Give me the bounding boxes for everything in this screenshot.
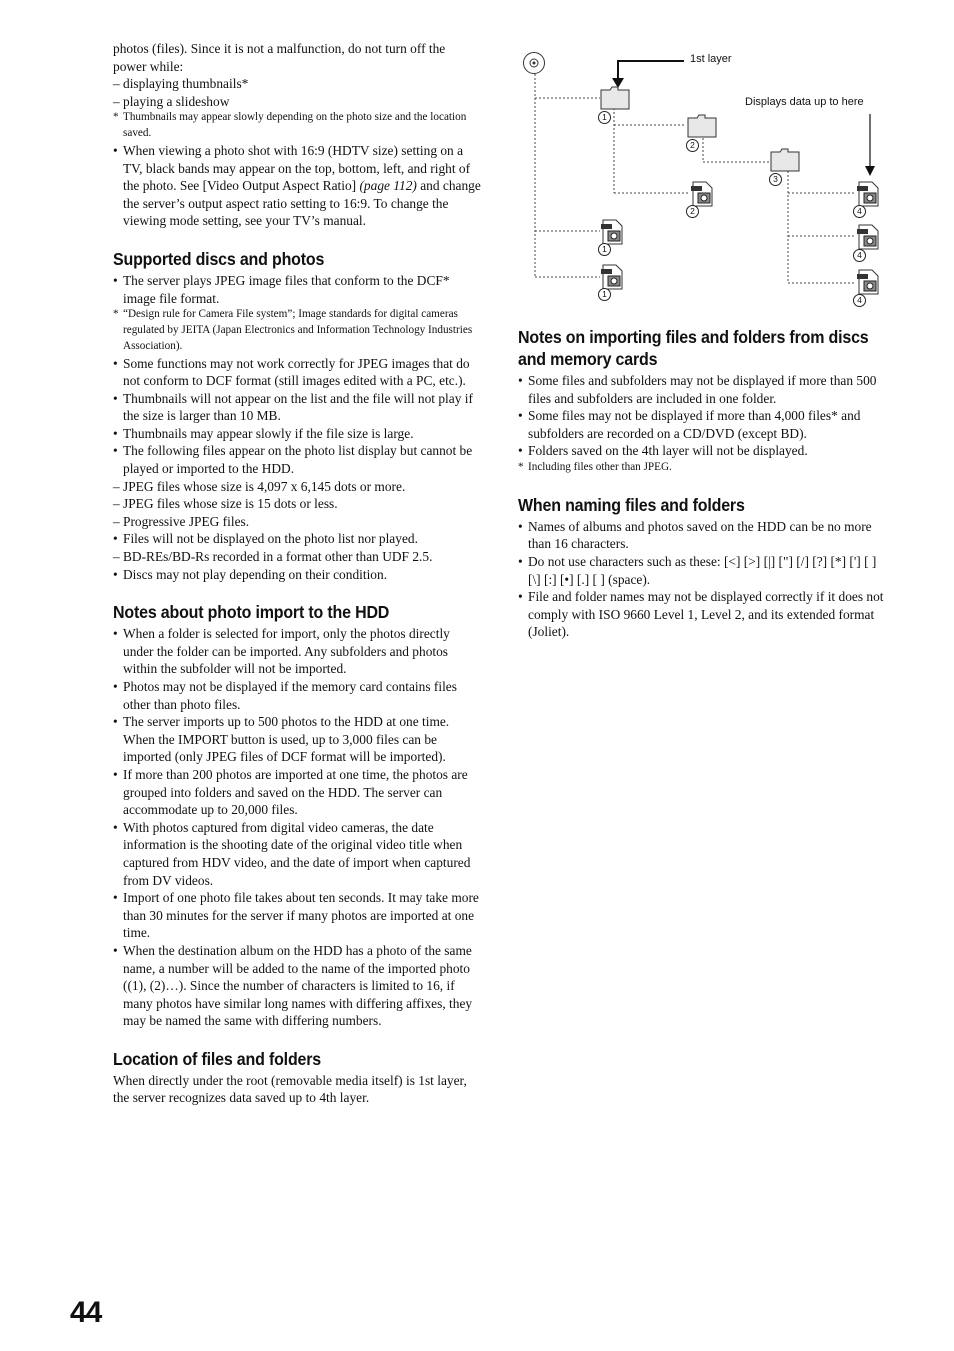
folder-icon xyxy=(687,114,717,138)
list-item-bullet: • Some functions may not work correctly for JPEG images that do not conform to DCF format (still images edited with a PC, etc.). xyxy=(113,355,481,390)
list-item-dash: – BD-REs/BD-Rs recorded in a format other than UDF 2.5. xyxy=(113,548,481,566)
list-item-bullet: • When the destination album on the HDD has a photo of the same name, a number will be added to the name of the imported photo ((1), (2)…). Since the number of characters is limited to 16, if many photos have similar long names with differing affixes, they may be named the same with differing numbers. xyxy=(113,942,481,1030)
list-item-bullet: • Files will not be displayed on the photo list nor played. xyxy=(113,530,481,548)
intro-dash-2: – playing a slideshow xyxy=(113,93,481,111)
intro-line-0: photos (files). Since it is not a malfunction, do not turn off the power while: xyxy=(113,41,446,74)
intro-bullet-aspect xyxy=(113,142,481,230)
page-reference-link[interactable]: (page 112) xyxy=(359,178,417,194)
list-item-bullet: • Photos may not be displayed if the memory card contains files other than photo files. xyxy=(113,678,481,713)
layer-number-2: 2 xyxy=(686,205,699,218)
list-item-bullet: • Names of albums and photos saved on the HDD can be no more than 16 characters. xyxy=(518,518,886,553)
list-item-dash: – Progressive JPEG files. xyxy=(113,513,481,531)
list-item-bullet: • The server plays JPEG image files that conform to the DCF* image file format. xyxy=(113,272,481,307)
list-item-bullet: • The following files appear on the photo list display but cannot be played or imported to the HDD. xyxy=(113,442,481,477)
importing-notes-heading: Notes on importing files and folders from discs and memory cards xyxy=(518,327,869,369)
list-item-bullet: • Import of one photo file takes about ten seconds. It may take more than 30 minutes for the server if many photos are imported at one time. xyxy=(113,889,481,942)
layer-number-3: 3 xyxy=(769,173,782,186)
folder-icon xyxy=(770,148,800,172)
list-item-bullet: • Some files may not be displayed if more than 4,000 files* and subfolders are recorded on a CD/DVD (except BD). xyxy=(518,407,886,442)
jpeg-file-icon xyxy=(856,269,880,295)
list-item-note: * Including files other than JPEG. xyxy=(518,460,886,476)
jpeg-file-icon xyxy=(600,264,624,290)
layer-number-4: 4 xyxy=(853,294,866,307)
list-item-bullet: • Thumbnails will not appear on the list and the file will not play if the size is larger than 10 MB. xyxy=(113,390,481,425)
intro-bullet-text-2: and change the server’s output aspect ratio setting to 16:9. To change the viewing mode setting, see your TV’s manual. xyxy=(123,178,481,229)
importing-notes-list xyxy=(518,372,886,476)
list-item-note: * “Design rule for Camera File system”; Image standards for digital cameras regulated by JEITA (Japan Electronics and Information Technology Industries Association). xyxy=(113,307,481,354)
location-text: When directly under the root (removable media itself) is 1st layer, the server recognizes data saved up to 4th layer. xyxy=(113,1072,467,1106)
list-item-bullet: • The server imports up to 500 photos to the HDD at one time. When the IMPORT button is used, up to 3,000 files can be imported (only JPEG files of DCF format will be imported). xyxy=(113,713,481,766)
layer-number-2: 2 xyxy=(686,139,699,152)
list-item-bullet: • Some files and subfolders may not be displayed if more than 500 files and subfolders are included in one folder. xyxy=(518,372,886,407)
layer-number-1: 1 xyxy=(598,111,611,124)
list-item-bullet: • When a folder is selected for import, only the photos directly under the folder can be imported. Any subfolders and photos within the subfolder will not be imported. xyxy=(113,625,481,678)
jpeg-file-icon xyxy=(856,224,880,250)
folder-layer-diagram xyxy=(518,46,890,316)
photo-import-heading: Notes about photo import to the HDD xyxy=(113,602,390,623)
location-heading: Location of files and folders xyxy=(113,1048,322,1069)
naming-list xyxy=(518,518,886,641)
intro-note-3: * Thumbnails may appear slowly depending on the photo size and the location saved. xyxy=(113,110,481,142)
list-item-bullet: • Thumbnails may appear slowly if the file size is large. xyxy=(113,425,481,443)
list-item-bullet: • File and folder names may not be displayed correctly if it does not comply with ISO 9660 Level 1, Level 2, and its extended format (Joliet). xyxy=(518,588,886,641)
import-list xyxy=(113,625,481,1030)
list-item-bullet: • With photos captured from digital video cameras, the date information is the shooting date of the original video title when captured from HDV video, and the date of import when captured from DV videos. xyxy=(113,819,481,889)
intro-block xyxy=(113,40,481,230)
naming-heading: When naming files and folders xyxy=(518,494,745,515)
right-column xyxy=(518,326,886,641)
intro-dash-1: – displaying thumbnails* xyxy=(113,75,481,93)
layer-number-1: 1 xyxy=(598,288,611,301)
list-item-bullet: • Discs may not play depending on their condition. xyxy=(113,566,481,584)
list-item-bullet: • If more than 200 photos are imported at one time, the photos are grouped into folders and saved on the HDD. The server can accommodate up to 20,000 files. xyxy=(113,766,481,819)
jpeg-file-icon xyxy=(690,181,714,207)
list-item-bullet: • Folders saved on the 4th layer will not be displayed. xyxy=(518,442,886,460)
list-item-dash: – JPEG files whose size is 4,097 x 6,145 dots or more. xyxy=(113,478,481,496)
layer-number-4: 4 xyxy=(853,249,866,262)
displays-data-label: Displays data up to here xyxy=(745,96,864,108)
supported-discs-heading: Supported discs and photos xyxy=(113,248,325,269)
supported-list xyxy=(113,272,481,583)
list-item-bullet: • Do not use characters such as these: [<] [>] [|] ["] [/] [?] [*] ['] [ ] [\] [:] [•] [.] [ ] (space). xyxy=(518,553,886,588)
left-column xyxy=(113,40,481,1107)
layer-number-1: 1 xyxy=(598,243,611,256)
jpeg-file-icon xyxy=(856,181,880,207)
first-layer-label: 1st layer xyxy=(690,53,732,65)
disc-icon xyxy=(522,51,546,75)
list-item-dash: – JPEG files whose size is 15 dots or less. xyxy=(113,495,481,513)
layer-number-4: 4 xyxy=(853,205,866,218)
page-number: 44 xyxy=(70,1296,102,1329)
intro-bullet-text-1: When viewing a photo shot with 16:9 (HDTV size) setting on a TV, black bands may appear on the top, bottom, left, and right of the photo. See [Video Output Aspect Ratio] xyxy=(123,142,471,194)
folder-icon xyxy=(600,86,630,110)
jpeg-file-icon xyxy=(600,219,624,245)
